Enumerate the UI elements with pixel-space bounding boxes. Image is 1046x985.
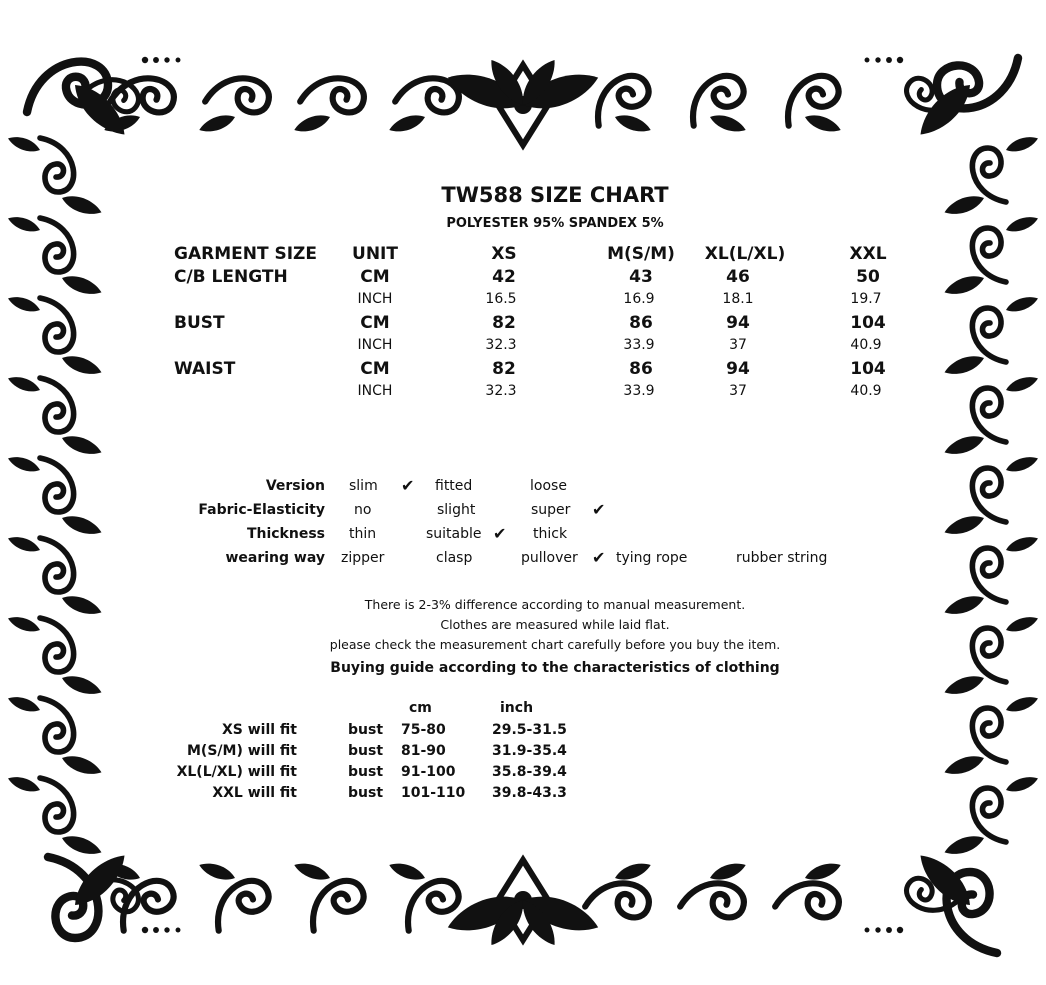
unit-inch: INCH (357, 337, 393, 353)
table-cell: 32.3 (485, 383, 517, 399)
ornament-swirl (111, 876, 179, 931)
option-fitted: fitted (435, 478, 473, 494)
ornament-leaf (60, 751, 104, 779)
header-m: M(S/M) (607, 244, 675, 264)
ornament-leaf (1004, 293, 1040, 315)
header-xxl: XXL (849, 244, 887, 264)
ornament-leaf (6, 213, 42, 235)
ornament-leaf (6, 293, 42, 315)
ornament-leaf (60, 191, 104, 219)
ornament-swirl (972, 148, 1006, 202)
header-xs: XS (491, 244, 517, 264)
attr-label-thickness: Thickness (246, 526, 325, 542)
ornament-swirl (972, 788, 1006, 842)
ornament-leaf (387, 111, 427, 136)
table-cell: 33.9 (623, 383, 655, 399)
guide-cm: 81-90 (401, 743, 446, 759)
check-icon: ✔ (592, 500, 606, 519)
ornament-leaf (942, 431, 986, 459)
table-cell: 32.3 (485, 337, 517, 353)
ornament-swirl (972, 548, 1006, 602)
header-garment-size: GARMENT SIZE (174, 244, 317, 264)
ornament-swirl (40, 538, 74, 592)
ornament-dot (897, 927, 903, 933)
ornament-leaf (6, 693, 42, 715)
row-label-cb-length: C/B LENGTH (174, 267, 288, 287)
guide-inch: 29.5-31.5 (492, 722, 567, 738)
header-xl: XL(L/XL) (704, 244, 786, 264)
table-cell: 86 (629, 359, 653, 379)
ornament-leaf (708, 859, 748, 884)
table-cell: 37 (729, 337, 747, 353)
ornament-leaf (1004, 373, 1040, 395)
unit-cm: CM (360, 359, 390, 379)
table-cell: 18.1 (722, 291, 754, 307)
ornament-leaf (1004, 693, 1040, 715)
ornament-swirl (972, 708, 1006, 762)
option-thick: thick (533, 526, 568, 542)
unit-cm: CM (360, 267, 390, 287)
table-cell: 82 (492, 359, 516, 379)
ornament-swirl (972, 308, 1006, 362)
ornament-leaf (6, 613, 42, 635)
ornament-swirl (775, 872, 843, 927)
ornament-dot (875, 57, 880, 62)
ornament-leaf (6, 373, 42, 395)
option-thin: thin (349, 526, 377, 542)
option-no: no (354, 502, 372, 518)
ornament-swirl (972, 628, 1006, 682)
ornament-leaf (6, 773, 42, 795)
ornament-leaf (1004, 213, 1040, 235)
ornament-swirl (40, 458, 74, 512)
guide-cm: 75-80 (401, 722, 446, 738)
guide-part: bust (348, 785, 384, 801)
ornament-swirl (301, 876, 369, 931)
ornament-swirl (395, 67, 463, 122)
buying-guide-title: Buying guide according to the characteristics of clothing (330, 660, 780, 676)
ornament-dot (164, 927, 169, 932)
ornament-swirl (972, 388, 1006, 442)
ornament-leaf (1004, 613, 1040, 635)
option-rubber-string: rubber string (736, 550, 828, 566)
table-cell: 86 (629, 313, 653, 333)
ornament-leaf (6, 133, 42, 155)
row-label-bust: BUST (174, 313, 225, 333)
ornament-leaf (942, 591, 986, 619)
table-cell: 37 (729, 383, 747, 399)
chart-title: TW588 SIZE CHART (441, 183, 669, 207)
ornament-leaf (387, 859, 427, 884)
ornament-dot (875, 927, 880, 932)
ornament-leaf (60, 271, 104, 299)
table-cell: 19.7 (850, 291, 882, 307)
ornament-leaf (942, 751, 986, 779)
chart-subtitle: POLYESTER 95% SPANDEX 5% (446, 216, 664, 231)
ornament-dot (142, 57, 148, 63)
ornament-leaf (1004, 773, 1040, 795)
table-cell: 94 (726, 313, 750, 333)
ornament-swirl (300, 67, 368, 122)
ornament-leaf (942, 351, 986, 379)
ornament-dot (142, 927, 148, 933)
note-line: please check the measurement chart carefully before you buy the item. (329, 637, 781, 652)
unit-inch: INCH (357, 291, 393, 307)
guide-col-cm: cm (409, 700, 432, 716)
ornament-swirl (110, 67, 178, 122)
guide-row-label: XXL will fit (212, 785, 297, 801)
guide-cm: 101-110 (401, 785, 466, 801)
guide-row-label: M(S/M) will fit (186, 743, 297, 759)
ornament-leaf (942, 511, 986, 539)
table-cell: 16.9 (623, 291, 655, 307)
ornament-swirl (40, 138, 74, 192)
option-slim: slim (349, 478, 378, 494)
guide-part: bust (348, 722, 384, 738)
ornament-dot (865, 58, 870, 63)
option-loose: loose (530, 478, 567, 494)
ornament-leaf (1004, 133, 1040, 155)
ornament-swirl (972, 468, 1006, 522)
ornament-swirl (40, 698, 74, 752)
ornament-swirl (680, 872, 748, 927)
ornament-leaf (613, 111, 653, 136)
note-line: Clothes are measured while laid flat. (440, 617, 670, 632)
ornament-dot (886, 927, 892, 933)
ornament-leaf (60, 671, 104, 699)
attr-label-version: Version (265, 478, 325, 494)
attr-label-fabric-elasticity: Fabric-Elasticity (198, 502, 325, 518)
guide-row-label: XL(L/XL) will fit (176, 764, 297, 780)
ornament-dot (153, 57, 159, 63)
header-unit: UNIT (352, 244, 398, 264)
guide-inch: 35.8-39.4 (492, 764, 567, 780)
table-cell: 104 (850, 359, 886, 379)
ornament-leaf (803, 859, 843, 884)
table-cell: 16.5 (485, 291, 517, 307)
option-clasp: clasp (436, 550, 473, 566)
option-suitable: suitable (426, 526, 482, 542)
ornament-leaf (6, 533, 42, 555)
ornament-leaf (1004, 453, 1040, 475)
guide-col-inch: inch (500, 700, 534, 716)
option-zipper: zipper (341, 550, 385, 566)
ornament-swirl (205, 67, 273, 122)
ornament-leaf (292, 859, 332, 884)
option-slight: slight (437, 502, 476, 518)
check-icon: ✔ (493, 524, 507, 543)
ornament-leaf (1004, 533, 1040, 555)
note-line: There is 2-3% difference according to manual measurement. (364, 597, 746, 612)
ornament-leaf (942, 271, 986, 299)
ornament-dot (164, 57, 169, 62)
ornament-swirl (40, 378, 74, 432)
unit-cm: CM (360, 313, 390, 333)
table-cell: 42 (492, 267, 516, 287)
ornament-leaf (613, 859, 653, 884)
check-icon: ✔ (592, 548, 606, 567)
ornament-leaf (6, 453, 42, 475)
table-cell: 40.9 (850, 383, 882, 399)
ornament-leaf (942, 671, 986, 699)
ornament-swirl (40, 778, 74, 832)
check-icon: ✔ (401, 476, 415, 495)
option-tying-rope: tying rope (616, 550, 688, 566)
ornament-swirl (206, 876, 274, 931)
ornament-leaf (942, 831, 986, 859)
ornament-swirl (585, 872, 653, 927)
guide-part: bust (348, 743, 384, 759)
guide-cm: 91-100 (401, 764, 456, 780)
table-cell: 94 (726, 359, 750, 379)
ornament-dot (153, 927, 159, 933)
ornament-dot (176, 928, 181, 933)
table-cell: 40.9 (850, 337, 882, 353)
row-label-waist: WAIST (174, 359, 236, 379)
ornament-dot (176, 58, 181, 63)
guide-inch: 31.9-35.4 (492, 743, 567, 759)
table-cell: 104 (850, 313, 886, 333)
ornament-leaf (803, 111, 843, 136)
ornament-leaf (60, 431, 104, 459)
option-pullover: pullover (521, 550, 578, 566)
ornament-leaf (60, 831, 104, 859)
guide-inch: 39.8-43.3 (492, 785, 567, 801)
attr-label-wearing-way: wearing way (225, 550, 325, 566)
table-cell: 43 (629, 267, 653, 287)
table-cell: 50 (856, 267, 880, 287)
table-cell: 33.9 (623, 337, 655, 353)
ornament-swirl (972, 228, 1006, 282)
ornament-leaf (60, 591, 104, 619)
guide-part: bust (348, 764, 384, 780)
ornament-dot (886, 57, 892, 63)
ornament-leaf (292, 111, 332, 136)
ornament-dot (897, 57, 903, 63)
ornament-dot (865, 928, 870, 933)
ornament-leaf (197, 859, 237, 884)
table-cell: 46 (726, 267, 750, 287)
guide-row-label: XS will fit (221, 722, 297, 738)
ornament-swirl (40, 298, 74, 352)
ornament-leaf (197, 111, 237, 136)
ornament-leaf (60, 351, 104, 379)
ornament-swirl (40, 618, 74, 672)
table-cell: 82 (492, 313, 516, 333)
ornament-swirl (40, 218, 74, 272)
unit-inch: INCH (357, 383, 393, 399)
ornament-leaf (60, 511, 104, 539)
option-super: super (531, 502, 571, 518)
ornament-leaf (942, 191, 986, 219)
ornament-leaf (708, 111, 748, 136)
